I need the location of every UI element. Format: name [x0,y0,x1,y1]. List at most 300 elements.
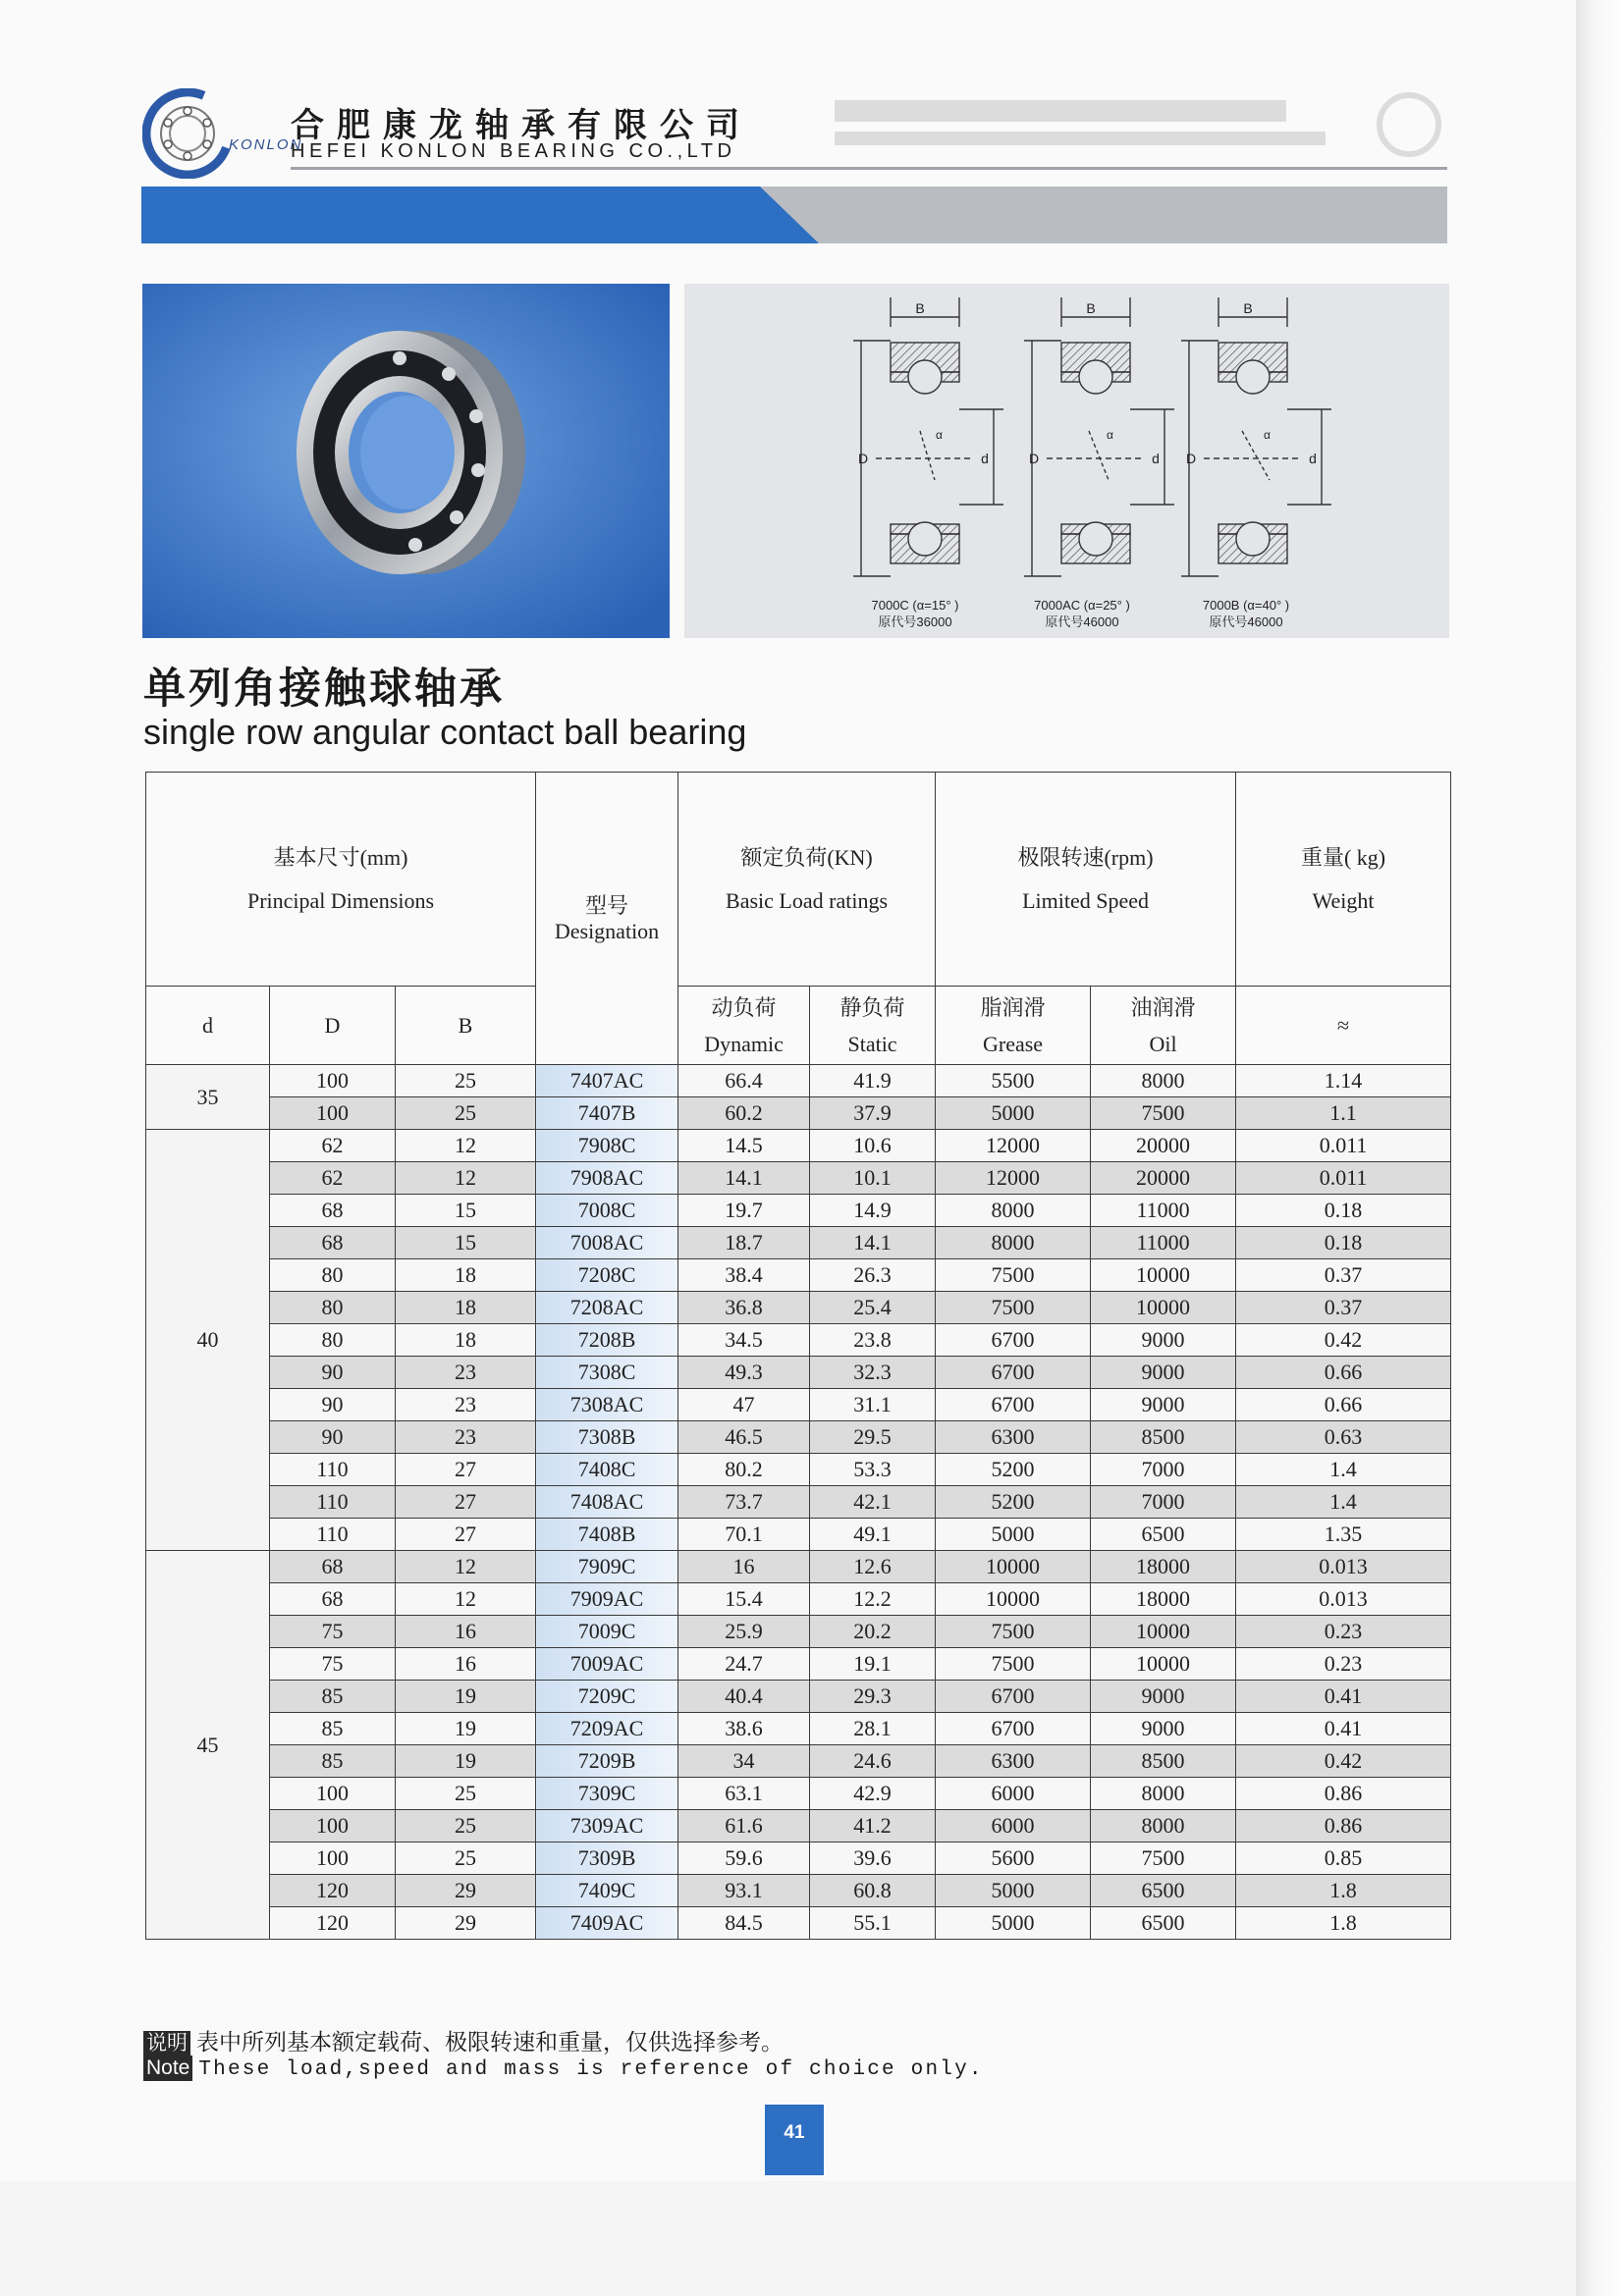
D-cell: 110 [270,1454,396,1486]
B-cell: 12 [396,1130,536,1162]
dim-label-D1: D [857,451,869,466]
D-cell: 100 [270,1810,396,1842]
weight-cell: 0.37 [1236,1292,1451,1324]
dynamic-cell: 47 [678,1389,810,1421]
oil-cell: 7000 [1091,1454,1236,1486]
weight-cell: 0.013 [1236,1551,1451,1583]
static-cell: 60.8 [810,1875,936,1907]
table-row [146,1519,1451,1551]
static-cell: 49.1 [810,1519,936,1551]
B-cell: 18 [396,1292,536,1324]
D-cell: 80 [270,1259,396,1292]
dynamic-cell: 84.5 [678,1907,810,1940]
weight-cell: 0.66 [1236,1389,1451,1421]
static-cell: 42.9 [810,1778,936,1810]
D-cell: 110 [270,1486,396,1519]
weight-cell: 0.42 [1236,1745,1451,1778]
B-cell: 25 [396,1842,536,1875]
static-cell: 12.2 [810,1583,936,1616]
dim-label-d3: d [1309,451,1317,466]
header-oil-en: Oil [1149,1031,1177,1056]
designation-cell: 7408B [536,1519,678,1551]
static-cell: 23.8 [810,1324,936,1357]
dynamic-cell: 38.4 [678,1259,810,1292]
grease-cell: 6700 [936,1357,1091,1389]
static-cell: 10.6 [810,1130,936,1162]
oil-cell: 7000 [1091,1486,1236,1519]
header-designation-cn: 型号 [585,892,629,918]
dynamic-cell: 36.8 [678,1292,810,1324]
header-static [810,987,936,1065]
weight-cell: 1.8 [1236,1907,1451,1940]
bearing-cross-section-diagram [684,284,1449,638]
designation-cell: 7908AC [536,1162,678,1195]
dim-label-d1: d [981,451,989,466]
static-cell: 29.3 [810,1681,936,1713]
oil-cell: 7500 [1091,1097,1236,1130]
grease-cell: 5600 [936,1842,1091,1875]
header-approx: ≈ [1236,987,1451,1065]
table-row [146,1357,1451,1389]
oil-cell: 11000 [1091,1227,1236,1259]
grease-cell: 10000 [936,1551,1091,1583]
B-cell: 19 [396,1713,536,1745]
D-cell: 85 [270,1745,396,1778]
B-cell: 12 [396,1551,536,1583]
dynamic-cell: 40.4 [678,1681,810,1713]
oil-cell: 11000 [1091,1195,1236,1227]
weight-cell: 0.011 [1236,1162,1451,1195]
oil-cell: 20000 [1091,1130,1236,1162]
designation-cell: 7308AC [536,1389,678,1421]
weight-cell: 0.37 [1236,1259,1451,1292]
designation-cell: 7908C [536,1130,678,1162]
table-row [146,1648,1451,1681]
D-cell: 80 [270,1292,396,1324]
dynamic-cell: 15.4 [678,1583,810,1616]
designation-cell: 7407B [536,1097,678,1130]
bore-diameter-cell: 45 [146,1551,270,1940]
static-cell: 24.6 [810,1745,936,1778]
B-cell: 25 [396,1810,536,1842]
B-cell: 12 [396,1583,536,1616]
variant-code-1: 7000C (α=15° ) [871,598,959,613]
B-cell: 25 [396,1097,536,1130]
table-row [146,1130,1451,1162]
header-dynamic-cn: 动负荷 [711,994,777,1020]
designation-cell: 7309AC [536,1810,678,1842]
oil-cell: 10000 [1091,1616,1236,1648]
header-color-band [141,187,1447,243]
table-row [146,1162,1451,1195]
designation-cell: 7209C [536,1681,678,1713]
table-row [146,1227,1451,1259]
D-cell: 90 [270,1389,396,1421]
dynamic-cell: 14.1 [678,1162,810,1195]
variant-old-code-1: 原代号36000 [878,614,952,629]
weight-cell: 1.14 [1236,1065,1451,1097]
dynamic-cell: 24.7 [678,1648,810,1681]
note-cn-tag: 说明 [143,2031,190,2056]
weight-cell: 1.1 [1236,1097,1451,1130]
oil-cell: 8500 [1091,1421,1236,1454]
weight-cell: 1.35 [1236,1519,1451,1551]
dynamic-cell: 80.2 [678,1454,810,1486]
B-cell: 27 [396,1486,536,1519]
dynamic-cell: 60.2 [678,1097,810,1130]
D-cell: 75 [270,1648,396,1681]
oil-cell: 20000 [1091,1162,1236,1195]
grease-cell: 7500 [936,1259,1091,1292]
D-cell: 100 [270,1778,396,1810]
header-dynamic-en: Dynamic [704,1031,784,1056]
dim-label-D2: D [1028,451,1040,466]
designation-cell: 7008AC [536,1227,678,1259]
page-edge-shadow [1576,0,1624,2296]
note-en-tag: Note [143,2056,192,2081]
D-cell: 85 [270,1713,396,1745]
oil-cell: 18000 [1091,1551,1236,1583]
B-cell: 19 [396,1681,536,1713]
weight-cell: 0.41 [1236,1713,1451,1745]
bearing-photo [142,284,670,638]
table-row [146,1713,1451,1745]
designation-cell: 7009AC [536,1648,678,1681]
grease-cell: 6300 [936,1745,1091,1778]
grease-cell: 5500 [936,1065,1091,1097]
page-number: 41 [765,2105,824,2175]
B-cell: 18 [396,1259,536,1292]
note-cn-text: 表中所列基本额定载荷、极限转速和重量，仅供选择参考。 [196,2029,784,2055]
grease-cell: 6700 [936,1713,1091,1745]
oil-cell: 9000 [1091,1681,1236,1713]
B-cell: 23 [396,1357,536,1389]
grease-cell: 12000 [936,1162,1091,1195]
D-cell: 62 [270,1130,396,1162]
designation-cell: 7408AC [536,1486,678,1519]
dim-label-b1: B [915,300,925,316]
dynamic-cell: 19.7 [678,1195,810,1227]
show-through-ghost [835,90,1443,159]
grease-cell: 5000 [936,1875,1091,1907]
oil-cell: 9000 [1091,1389,1236,1421]
table-row [146,1389,1451,1421]
table-row [146,1292,1451,1324]
static-cell: 41.9 [810,1065,936,1097]
B-cell: 12 [396,1162,536,1195]
header-load-ratings [678,773,936,987]
header-speed-en: Limited Speed [1022,887,1149,913]
designation-cell: 7308B [536,1421,678,1454]
static-cell: 55.1 [810,1907,936,1940]
header-designation-en: Designation [554,918,660,943]
D-cell: 75 [270,1616,396,1648]
table-row [146,1778,1451,1810]
grease-cell: 10000 [936,1583,1091,1616]
B-cell: 29 [396,1907,536,1940]
variant-code-2: 7000AC (α=25° ) [1034,598,1130,613]
bore-diameter-cell: 40 [146,1130,270,1551]
dim-label-b3: B [1243,300,1253,316]
designation-cell: 7308C [536,1357,678,1389]
header-grease-en: Grease [982,1031,1044,1056]
dynamic-cell: 63.1 [678,1778,810,1810]
weight-cell: 0.013 [1236,1583,1451,1616]
D-cell: 80 [270,1324,396,1357]
dim-label-D3: D [1185,451,1197,466]
designation-cell: 7407AC [536,1065,678,1097]
weight-cell: 0.18 [1236,1195,1451,1227]
designation-cell: 7909AC [536,1583,678,1616]
static-cell: 26.3 [810,1259,936,1292]
D-cell: 68 [270,1195,396,1227]
grease-cell: 7500 [936,1292,1091,1324]
designation-cell: 7208AC [536,1292,678,1324]
dynamic-cell: 66.4 [678,1065,810,1097]
header-grease [936,987,1091,1065]
oil-cell: 6500 [1091,1907,1236,1940]
oil-cell: 9000 [1091,1713,1236,1745]
header-weight-en: Weight [1312,887,1375,913]
dynamic-cell: 93.1 [678,1875,810,1907]
grease-cell: 6700 [936,1389,1091,1421]
designation-cell: 7208B [536,1324,678,1357]
static-cell: 14.9 [810,1195,936,1227]
header-weight-cn: 重量( kg) [1300,844,1386,870]
static-cell: 42.1 [810,1486,936,1519]
weight-cell: 0.85 [1236,1842,1451,1875]
table-row [146,1097,1451,1130]
header-limited-speed [936,773,1236,987]
dim-label-d2: d [1152,451,1160,466]
logo-wordmark: KONLON [229,136,303,153]
D-cell: 90 [270,1421,396,1454]
D-cell: 100 [270,1097,396,1130]
header-static-en: Static [847,1031,897,1056]
B-cell: 15 [396,1195,536,1227]
D-cell: 120 [270,1875,396,1907]
header-oil [1091,987,1236,1065]
variant-code-3: 7000B (α=40° ) [1202,598,1290,613]
oil-cell: 10000 [1091,1259,1236,1292]
oil-cell: 7500 [1091,1842,1236,1875]
designation-cell: 7309B [536,1842,678,1875]
D-cell: 120 [270,1907,396,1940]
grease-cell: 12000 [936,1130,1091,1162]
B-cell: 15 [396,1227,536,1259]
table-row [146,1421,1451,1454]
static-cell: 37.9 [810,1097,936,1130]
table-row [146,1454,1451,1486]
angle-label-2: α [1107,428,1113,442]
D-cell: 100 [270,1842,396,1875]
konlon-logo-icon [142,88,233,179]
D-cell: 85 [270,1681,396,1713]
dynamic-cell: 59.6 [678,1842,810,1875]
weight-cell: 1.8 [1236,1875,1451,1907]
note-en [143,2056,984,2081]
weight-cell: 0.23 [1236,1648,1451,1681]
dim-label-b2: B [1086,300,1096,316]
grease-cell: 7500 [936,1616,1091,1648]
header-principal-dimensions [146,773,536,987]
dynamic-cell: 34 [678,1745,810,1778]
header-principal-en: Principal Dimensions [246,887,435,913]
static-cell: 20.2 [810,1616,936,1648]
oil-cell: 10000 [1091,1648,1236,1681]
header-designation [536,773,678,1065]
B-cell: 25 [396,1778,536,1810]
static-cell: 19.1 [810,1648,936,1681]
note-en-text: These load,speed and mass is reference of choice only. [198,2058,984,2081]
table-row [146,1259,1451,1292]
dynamic-cell: 34.5 [678,1324,810,1357]
oil-cell: 8000 [1091,1778,1236,1810]
table-row [146,1907,1451,1940]
grease-cell: 6000 [936,1778,1091,1810]
oil-cell: 8000 [1091,1065,1236,1097]
B-cell: 16 [396,1616,536,1648]
grease-cell: 8000 [936,1227,1091,1259]
table-row [146,1551,1451,1583]
table-row [146,1486,1451,1519]
static-cell: 28.1 [810,1713,936,1745]
weight-cell: 0.18 [1236,1227,1451,1259]
page-bottom-strip [0,2181,1576,2296]
dynamic-cell: 25.9 [678,1616,810,1648]
header-load-cn: 额定负荷(KN) [740,844,873,870]
D-cell: 68 [270,1583,396,1616]
static-cell: 25.4 [810,1292,936,1324]
page-title-cn: 单列角接触球轴承 [143,666,505,713]
header-B: B [396,987,536,1065]
company-name-en: HEFEI KONLON BEARING CO.,LTD [291,140,736,162]
oil-cell: 6500 [1091,1519,1236,1551]
designation-cell: 7209B [536,1745,678,1778]
note-cn [143,2024,784,2056]
B-cell: 19 [396,1745,536,1778]
header-D: D [270,987,396,1065]
designation-cell: 7409C [536,1875,678,1907]
table-row [146,1065,1451,1097]
angle-label-1: α [936,428,943,442]
static-cell: 39.6 [810,1842,936,1875]
header-principal-cn: 基本尺寸(mm) [273,844,408,870]
table-row [146,1195,1451,1227]
dynamic-cell: 70.1 [678,1519,810,1551]
oil-cell: 8000 [1091,1810,1236,1842]
header-oil-cn: 油润滑 [1130,994,1196,1020]
B-cell: 23 [396,1421,536,1454]
D-cell: 90 [270,1357,396,1389]
designation-cell: 7208C [536,1259,678,1292]
angle-label-3: α [1264,428,1271,442]
designation-cell: 7009C [536,1616,678,1648]
static-cell: 32.3 [810,1357,936,1389]
grease-cell: 6000 [936,1810,1091,1842]
grease-cell: 6700 [936,1681,1091,1713]
table-row [146,1875,1451,1907]
table-row [146,1616,1451,1648]
weight-cell: 0.66 [1236,1357,1451,1389]
header-rule [291,167,1447,170]
dynamic-cell: 49.3 [678,1357,810,1389]
dynamic-cell: 38.6 [678,1713,810,1745]
dynamic-cell: 18.7 [678,1227,810,1259]
grease-cell: 7500 [936,1648,1091,1681]
table-row [146,1745,1451,1778]
static-cell: 53.3 [810,1454,936,1486]
table-row [146,1681,1451,1713]
B-cell: 25 [396,1065,536,1097]
grease-cell: 6300 [936,1421,1091,1454]
B-cell: 27 [396,1454,536,1486]
D-cell: 68 [270,1551,396,1583]
variant-old-code-3: 原代号46000 [1209,614,1283,629]
header-weight [1236,773,1451,987]
oil-cell: 8500 [1091,1745,1236,1778]
oil-cell: 10000 [1091,1292,1236,1324]
designation-cell: 7909C [536,1551,678,1583]
table-row [146,1324,1451,1357]
static-cell: 10.1 [810,1162,936,1195]
weight-cell: 0.86 [1236,1810,1451,1842]
header-speed-cn: 极限转速(rpm) [1017,844,1154,870]
table-row [146,1583,1451,1616]
header-load-en: Basic Load ratings [726,887,889,913]
table-row [146,1842,1451,1875]
variant-old-code-2: 原代号46000 [1045,614,1119,629]
weight-cell: 0.42 [1236,1324,1451,1357]
designation-cell: 7408C [536,1454,678,1486]
D-cell: 68 [270,1227,396,1259]
header-d: d [146,987,270,1065]
static-cell: 14.1 [810,1227,936,1259]
static-cell: 31.1 [810,1389,936,1421]
dynamic-cell: 73.7 [678,1486,810,1519]
grease-cell: 5200 [936,1486,1091,1519]
weight-cell: 0.011 [1236,1130,1451,1162]
oil-cell: 6500 [1091,1875,1236,1907]
grease-cell: 6700 [936,1324,1091,1357]
D-cell: 62 [270,1162,396,1195]
header-dynamic [678,987,810,1065]
grease-cell: 5200 [936,1454,1091,1486]
grease-cell: 5000 [936,1907,1091,1940]
dynamic-cell: 14.5 [678,1130,810,1162]
weight-cell: 0.41 [1236,1681,1451,1713]
B-cell: 18 [396,1324,536,1357]
bore-diameter-cell: 35 [146,1065,270,1130]
company-name-cn: 合肥康龙轴承有限公司 [291,107,752,144]
B-cell: 23 [396,1389,536,1421]
grease-cell: 5000 [936,1519,1091,1551]
table-row [146,1810,1451,1842]
dynamic-cell: 16 [678,1551,810,1583]
oil-cell: 9000 [1091,1324,1236,1357]
designation-cell: 7008C [536,1195,678,1227]
weight-cell: 0.23 [1236,1616,1451,1648]
static-cell: 12.6 [810,1551,936,1583]
weight-cell: 1.4 [1236,1486,1451,1519]
designation-cell: 7209AC [536,1713,678,1745]
weight-cell: 0.86 [1236,1778,1451,1810]
oil-cell: 9000 [1091,1357,1236,1389]
static-cell: 41.2 [810,1810,936,1842]
B-cell: 16 [396,1648,536,1681]
D-cell: 100 [270,1065,396,1097]
designation-cell: 7309C [536,1778,678,1810]
